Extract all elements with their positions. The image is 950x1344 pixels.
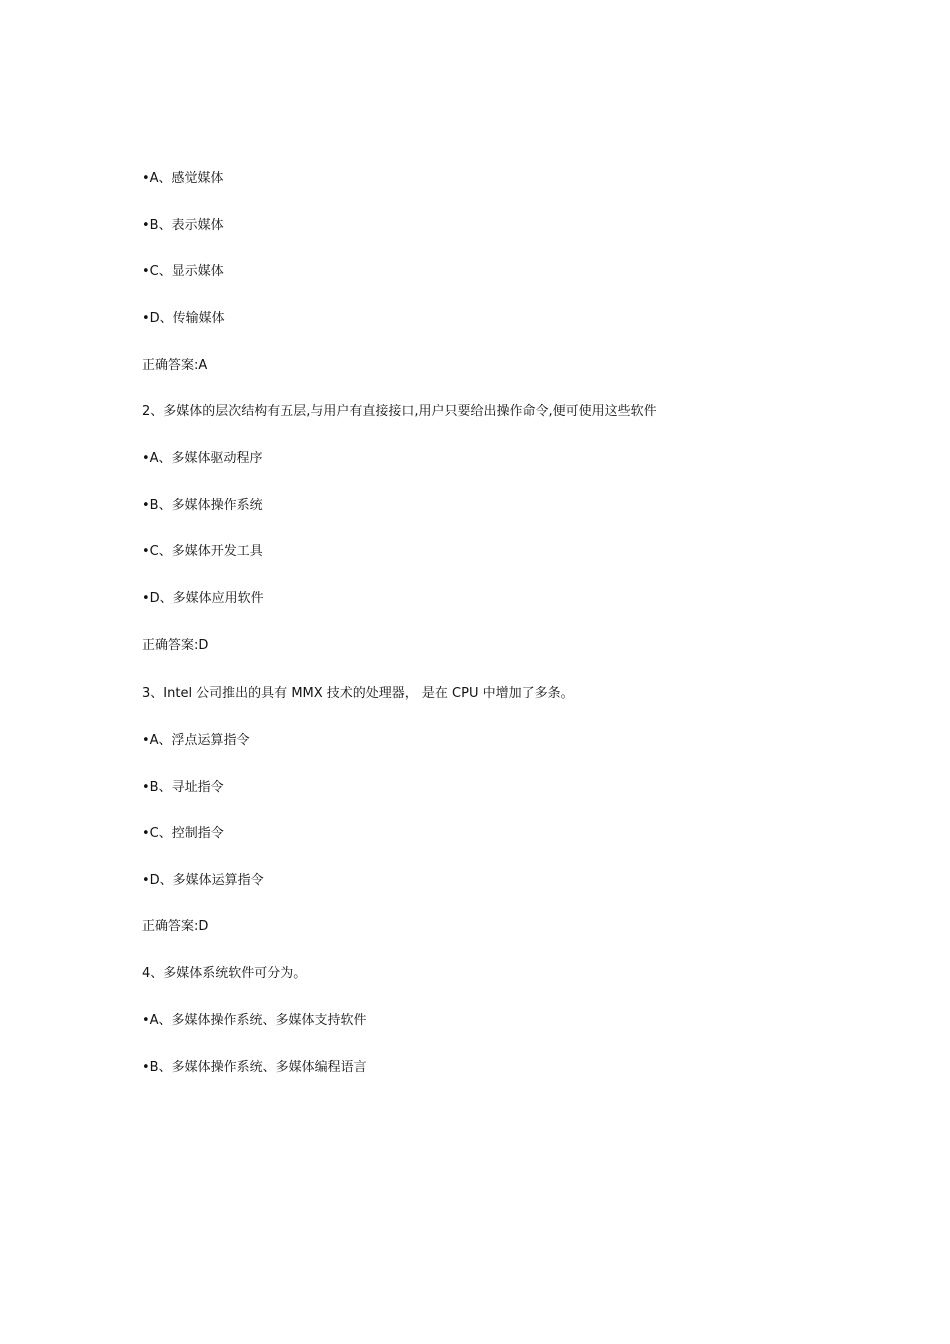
option-a: •A、感觉媒体 [142, 171, 224, 186]
option-c: •C、显示媒体 [142, 264, 224, 279]
option-d: •D、多媒体运算指令 [142, 873, 264, 888]
option-d: •D、多媒体应用软件 [142, 591, 264, 606]
question-text: 2、多媒体的层次结构有五层,与用户有直接接口,用户只要给出操作命令,便可使用这些软件 [142, 404, 657, 419]
option-b: •B、多媒体操作系统 [142, 498, 263, 513]
option-a: •A、浮点运算指令 [142, 733, 250, 748]
option-a: •A、多媒体驱动程序 [142, 451, 263, 466]
question-text: 3、Intel 公司推出的具有 MMX 技术的处理器， 是在 CPU 中增加了多条。 [142, 686, 574, 701]
option-a: •A、多媒体操作系统、多媒体支持软件 [142, 1013, 367, 1028]
option-c: •C、控制指令 [142, 826, 224, 841]
question-text: 4、多媒体系统软件可分为。 [142, 966, 307, 981]
option-c: •C、多媒体开发工具 [142, 544, 263, 559]
option-b: •B、表示媒体 [142, 218, 224, 233]
option-b: •B、寻址指令 [142, 780, 224, 795]
option-d: •D、传输媒体 [142, 311, 225, 326]
option-b: •B、多媒体操作系统、多媒体编程语言 [142, 1060, 367, 1075]
answer-text: 正确答案:D [142, 638, 209, 653]
answer-text: 正确答案:A [142, 358, 208, 373]
answer-text: 正确答案:D [142, 919, 209, 934]
